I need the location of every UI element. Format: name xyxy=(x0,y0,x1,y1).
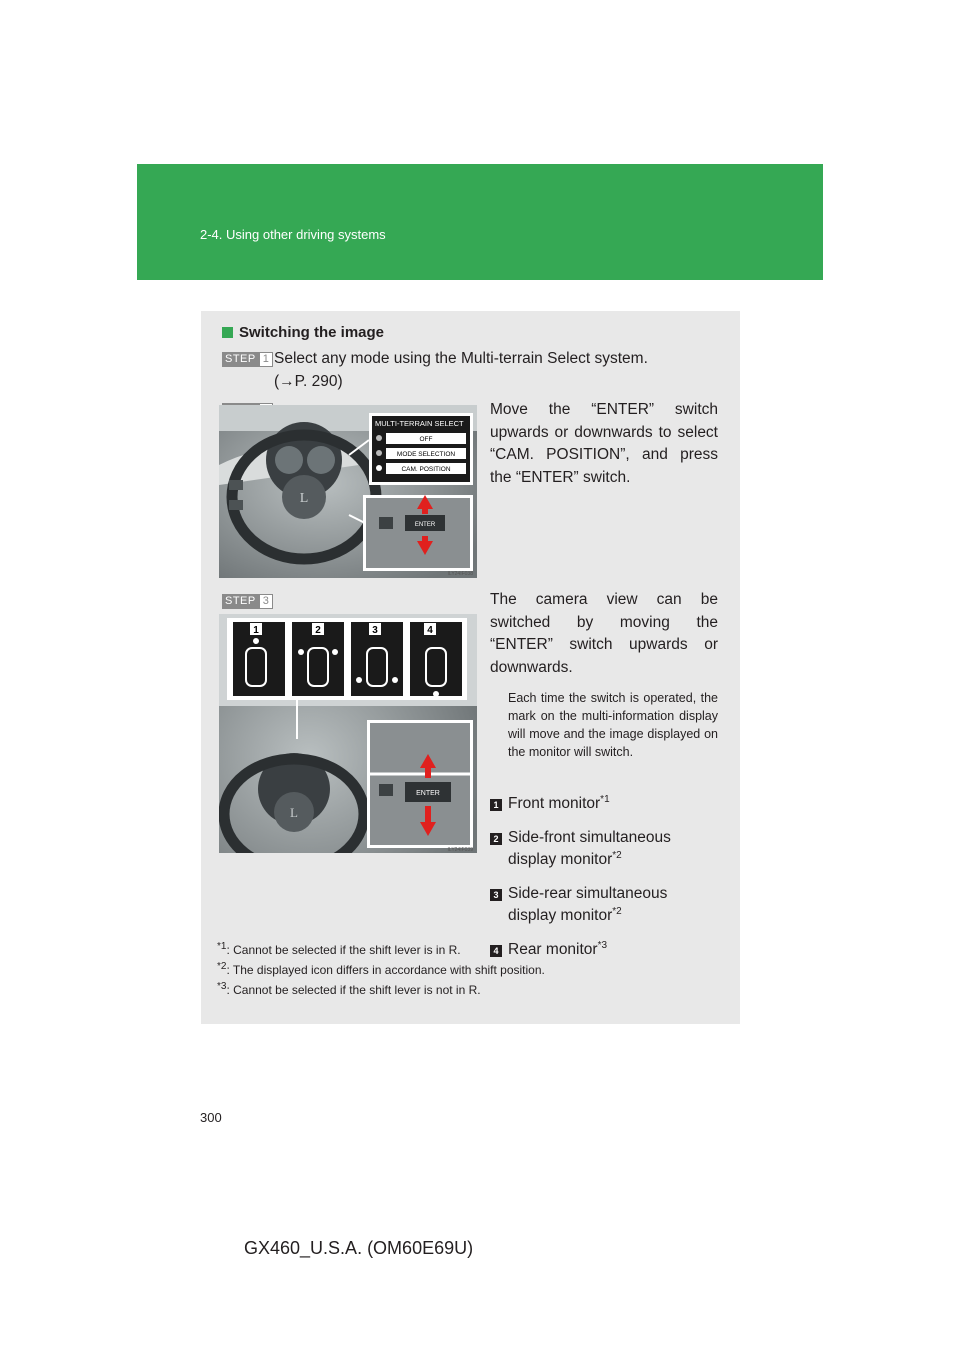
step-3-note: Each time the switch is operated, the mark on the multi-information display will move and the image displayed on the monitor will switch. xyxy=(508,691,718,759)
list-item xyxy=(490,827,718,871)
mode-label: Front monitor xyxy=(508,795,601,812)
monitor-panel-2 xyxy=(292,622,344,696)
panel-number-2: 2 xyxy=(315,625,321,636)
menu-item-cam-position: CAM. POSITION xyxy=(401,466,451,473)
menu-title: MULTI-TERRAIN SELECT xyxy=(375,419,464,428)
number-box-icon: 3 xyxy=(490,889,502,901)
section-title-text: Switching the image xyxy=(239,324,385,341)
step-2-figure xyxy=(219,405,477,578)
panel-number-1: 1 xyxy=(253,625,259,636)
footnote-mark: *1 xyxy=(217,941,227,952)
mode-text xyxy=(508,883,718,927)
footnote-mark: *3 xyxy=(217,981,227,992)
step-2-text: Move the “ENTER” switch upwards or downwards to select “CAM. POSITION”, and press the “ENTER” switch. xyxy=(490,401,718,486)
footnote xyxy=(217,939,732,958)
footnote xyxy=(217,962,732,978)
step-1-badge xyxy=(222,352,273,367)
figure-code: ILY24IF039 xyxy=(447,847,473,853)
monitor-panel-1 xyxy=(233,622,285,696)
footnote-ref: *2 xyxy=(612,905,622,917)
number-box-icon: 4 xyxy=(490,945,502,957)
menu-item-mode-selection: MODE SELECTION xyxy=(396,451,456,458)
mode-label: Side-rear simultaneous display monitor xyxy=(508,885,668,924)
chapter-header xyxy=(137,164,823,280)
monitor-mode-list xyxy=(490,793,718,961)
svg-text:L: L xyxy=(299,491,309,506)
menu-item-off: OFF xyxy=(419,436,433,443)
step-3-badge xyxy=(222,594,273,609)
mode-text xyxy=(508,827,718,871)
step-3-text: The camera view can be switched by moving the “ENTER” switch upwards or downwards. xyxy=(490,591,718,676)
section-title xyxy=(222,324,384,341)
content-panel xyxy=(201,311,740,1024)
enter-switch-label: ENTER xyxy=(416,790,440,797)
step-number: 1 xyxy=(259,352,273,367)
list-item xyxy=(490,883,718,927)
model-code: GX460_U.S.A. (OM60E69U) xyxy=(244,1238,474,1258)
step-number: 3 xyxy=(259,594,273,609)
step-label: STEP xyxy=(222,352,259,367)
number-box-icon: 2 xyxy=(490,833,502,845)
enter-switch-label: ENTER xyxy=(414,522,436,528)
footnote-ref: *3 xyxy=(597,939,608,951)
footnote-ref: *2 xyxy=(612,849,622,861)
panel-number-4: 4 xyxy=(427,625,433,636)
footnote-ref: *1 xyxy=(600,793,610,805)
footnote xyxy=(217,982,732,998)
step-3-figure xyxy=(219,614,477,853)
panel-number-3: 3 xyxy=(372,625,378,636)
mode-label: Rear monitor xyxy=(508,941,598,958)
camera-view-illustration xyxy=(219,614,477,853)
mode-text xyxy=(508,793,610,815)
monitor-panel-3 xyxy=(351,622,403,696)
number-box-icon: 1 xyxy=(490,799,502,811)
list-item xyxy=(490,793,718,815)
section-label: 2-4. Using other driving systems xyxy=(200,227,386,242)
monitor-panel-4 xyxy=(410,622,462,697)
step-label: STEP xyxy=(222,594,259,609)
footnote-text: : Cannot be selected if the shift lever is in R. xyxy=(226,943,461,957)
step-1-text-line1: Select any mode using the Multi-terrain Select system. xyxy=(274,350,648,367)
dashboard-illustration xyxy=(219,405,477,578)
figure-code: ILY24IF038 xyxy=(447,571,473,577)
footnotes xyxy=(217,939,732,998)
footnote-mark: *2 xyxy=(217,961,227,972)
step-1-text-line2: (→P. 290) xyxy=(274,372,343,390)
step-1-text xyxy=(274,348,734,393)
square-bullet-icon xyxy=(222,327,233,338)
page-number: 300 xyxy=(200,1110,222,1125)
svg-text:L: L xyxy=(290,805,298,820)
footnote-text: : The displayed icon differs in accordance with shift position. xyxy=(226,963,545,977)
footnote-text: : Cannot be selected if the shift lever is not in R. xyxy=(226,983,481,997)
mode-label: Side-front simultaneous display monitor xyxy=(508,829,671,868)
